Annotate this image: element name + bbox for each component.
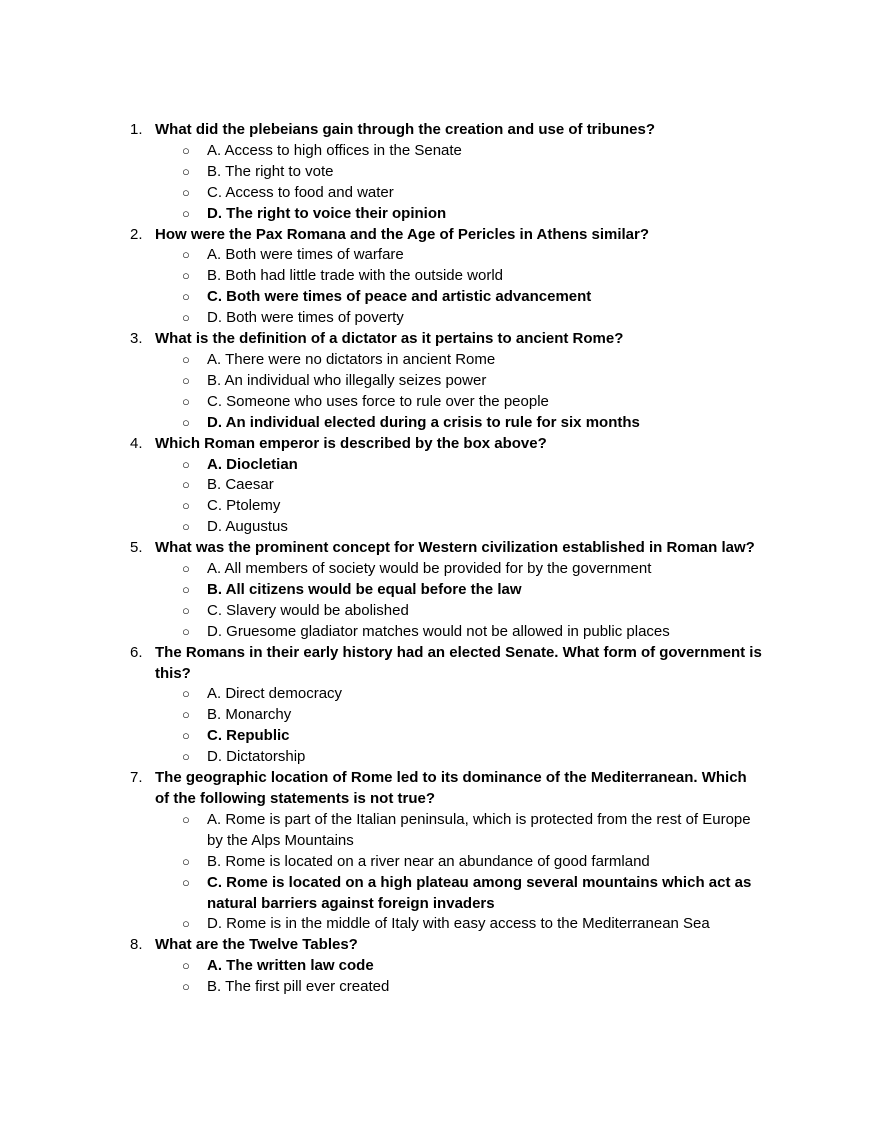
- answer-option-correct: [0, 873, 880, 915]
- answer-option: [0, 245, 880, 266]
- question-text: What was the prominent concept for Western civilization established in Roman law?: [155, 539, 755, 557]
- question: [0, 329, 880, 350]
- answer-option: [0, 914, 880, 935]
- hollow-circle-bullet-icon: ○: [182, 393, 190, 409]
- answer-option-correct: [0, 956, 880, 977]
- hollow-circle-bullet-icon: ○: [182, 184, 190, 200]
- answer-option-correct: [0, 455, 880, 476]
- question: [0, 643, 880, 685]
- question-number: 7.: [130, 769, 143, 787]
- option-text: D. Rome is in the middle of Italy with easy access to the Mediterranean Sea: [207, 915, 710, 933]
- question: [0, 120, 880, 141]
- question-number: 6.: [130, 643, 143, 661]
- answer-option: [0, 350, 880, 371]
- question-number: 5.: [130, 539, 143, 557]
- option-text: C. Both were times of peace and artistic advancement: [207, 288, 592, 306]
- hollow-circle-bullet-icon: ○: [182, 958, 190, 974]
- hollow-circle-bullet-icon: ○: [182, 498, 190, 514]
- option-text: A. Both were times of warfare: [207, 246, 404, 264]
- hollow-circle-bullet-icon: ○: [182, 456, 190, 472]
- hollow-circle-bullet-icon: ○: [182, 602, 190, 618]
- option-text: A. Rome is part of the Italian peninsula, which is protected from the rest of Europe by the Alps Mountains: [207, 810, 751, 849]
- option-text: A. Access to high offices in the Senate: [207, 141, 462, 159]
- answer-option: [0, 852, 880, 873]
- question-text: What is the definition of a dictator as it pertains to ancient Rome?: [155, 330, 624, 348]
- answer-option-correct: [0, 287, 880, 308]
- option-text: B. Rome is located on a river near an abundance of good farmland: [207, 852, 650, 870]
- answer-option: [0, 705, 880, 726]
- answer-option: [0, 183, 880, 204]
- answer-option: [0, 559, 880, 580]
- answer-option: [0, 371, 880, 392]
- answer-option-correct: [0, 726, 880, 747]
- option-text: C. Rome is located on a high plateau among several mountains which act as natural barriers against foreign invaders: [207, 873, 752, 912]
- option-text: D. The right to voice their opinion: [207, 204, 447, 222]
- question-number: 2.: [130, 225, 143, 243]
- option-text: B. The right to vote: [207, 162, 334, 180]
- option-text: D. An individual elected during a crisis to rule for six months: [207, 413, 640, 431]
- answer-option: [0, 517, 880, 538]
- answer-option: [0, 977, 880, 998]
- hollow-circle-bullet-icon: ○: [182, 414, 190, 430]
- answer-option: [0, 475, 880, 496]
- hollow-circle-bullet-icon: ○: [182, 916, 190, 932]
- hollow-circle-bullet-icon: ○: [182, 372, 190, 388]
- answer-option: [0, 496, 880, 517]
- question-number: 8.: [130, 936, 143, 954]
- hollow-circle-bullet-icon: ○: [182, 686, 190, 702]
- option-text: B. Monarchy: [207, 706, 292, 724]
- question-number: 1.: [130, 121, 143, 138]
- hollow-circle-bullet-icon: ○: [182, 874, 190, 890]
- hollow-circle-bullet-icon: ○: [182, 351, 190, 367]
- option-text: A. There were no dictators in ancient Rome: [207, 350, 496, 368]
- option-text: A. Diocletian: [207, 455, 298, 473]
- answer-option-correct: [0, 204, 880, 225]
- question-text: How were the Pax Romana and the Age of Pericles in Athens similar?: [155, 225, 650, 243]
- hollow-circle-bullet-icon: ○: [182, 477, 190, 493]
- option-text: D. Augustus: [207, 518, 288, 536]
- answer-option: [0, 141, 880, 162]
- answer-option: [0, 392, 880, 413]
- hollow-circle-bullet-icon: ○: [182, 707, 190, 723]
- option-text: B. The first pill ever created: [207, 978, 390, 996]
- answer-option: [0, 601, 880, 622]
- hollow-circle-bullet-icon: ○: [182, 749, 190, 765]
- answer-option: [0, 810, 880, 852]
- question: [0, 768, 880, 810]
- option-text: D. Both were times of poverty: [207, 309, 404, 327]
- question-number: 3.: [130, 330, 143, 348]
- answer-option-correct: [0, 413, 880, 434]
- hollow-circle-bullet-icon: ○: [182, 581, 190, 597]
- option-text: B. An individual who illegally seizes power: [207, 371, 487, 389]
- question-text: Which Roman emperor is described by the box above?: [155, 434, 547, 452]
- answer-option: [0, 162, 880, 183]
- hollow-circle-bullet-icon: ○: [182, 519, 190, 535]
- question-text: The Romans in their early history had an elected Senate. What form of government is this?: [155, 643, 762, 682]
- answer-option: [0, 308, 880, 329]
- option-text: A. Direct democracy: [207, 685, 343, 703]
- answer-option: [0, 266, 880, 287]
- option-text: D. Dictatorship: [207, 748, 306, 766]
- hollow-circle-bullet-icon: ○: [182, 811, 190, 827]
- hollow-circle-bullet-icon: ○: [182, 979, 190, 995]
- question-text: What are the Twelve Tables?: [155, 936, 358, 954]
- hollow-circle-bullet-icon: ○: [182, 163, 190, 179]
- answer-option: [0, 684, 880, 705]
- option-text: B. Caesar: [207, 476, 274, 494]
- hollow-circle-bullet-icon: ○: [182, 853, 190, 869]
- hollow-circle-bullet-icon: ○: [182, 142, 190, 158]
- question-number: 4.: [130, 434, 143, 452]
- answer-option: [0, 747, 880, 768]
- question: [0, 538, 880, 559]
- option-text: C. Access to food and water: [207, 183, 394, 201]
- question: [0, 225, 880, 246]
- hollow-circle-bullet-icon: ○: [182, 561, 190, 577]
- option-text: C. Ptolemy: [207, 497, 281, 515]
- question-text: What did the plebeians gain through the creation and use of tribunes?: [155, 121, 656, 138]
- option-text: C. Someone who uses force to rule over the people: [207, 392, 549, 410]
- hollow-circle-bullet-icon: ○: [182, 728, 190, 744]
- hollow-circle-bullet-icon: ○: [182, 623, 190, 639]
- option-text: A. All members of society would be provided for by the government: [207, 560, 652, 578]
- hollow-circle-bullet-icon: ○: [182, 268, 190, 284]
- option-text: C. Republic: [207, 727, 290, 745]
- option-text: C. Slavery would be abolished: [207, 601, 409, 619]
- option-text: B. All citizens would be equal before the law: [207, 580, 522, 598]
- document-body: [0, 120, 880, 998]
- option-text: B. Both had little trade with the outside world: [207, 267, 504, 285]
- question: [0, 434, 880, 455]
- question-text: The geographic location of Rome led to its dominance of the Mediterranean. Which of the following statements is not true?: [155, 769, 747, 807]
- hollow-circle-bullet-icon: ○: [182, 247, 190, 263]
- option-text: A. The written law code: [207, 957, 374, 975]
- hollow-circle-bullet-icon: ○: [182, 205, 190, 221]
- question: [0, 935, 880, 956]
- option-text: D. Gruesome gladiator matches would not be allowed in public places: [207, 622, 670, 640]
- answer-option-correct: [0, 580, 880, 601]
- answer-option: [0, 622, 880, 643]
- hollow-circle-bullet-icon: ○: [182, 310, 190, 326]
- hollow-circle-bullet-icon: ○: [182, 289, 190, 305]
